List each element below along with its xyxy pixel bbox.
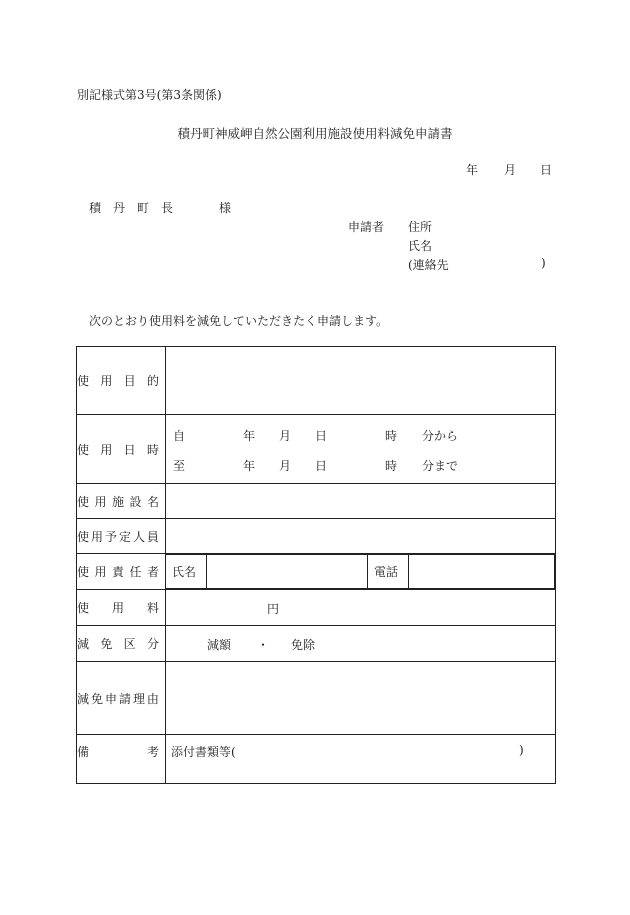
datetime-label bbox=[77, 415, 166, 484]
to-hour: 時 bbox=[385, 459, 398, 473]
to-minute: 分まで bbox=[422, 459, 459, 473]
fee-unit: 円 bbox=[267, 602, 280, 616]
planned-people-label bbox=[77, 519, 166, 554]
facility-field[interactable] bbox=[166, 484, 556, 519]
to-year: 年 bbox=[243, 459, 256, 473]
datetime-field[interactable] bbox=[166, 415, 556, 484]
category-separator: ・ bbox=[257, 638, 270, 652]
remarks-attachments-open: 添付書類等( bbox=[171, 745, 236, 759]
category-label bbox=[77, 626, 166, 662]
responsible-label bbox=[77, 554, 166, 590]
date-day-label: 日 bbox=[540, 163, 553, 177]
applicant-address-label: 住所 bbox=[408, 220, 433, 234]
category-field bbox=[166, 626, 556, 662]
to-day: 日 bbox=[315, 459, 328, 473]
fee-field[interactable] bbox=[166, 590, 556, 626]
reason-row bbox=[77, 662, 556, 735]
datetime-row bbox=[77, 415, 556, 484]
fee-row bbox=[77, 590, 556, 626]
purpose-row bbox=[77, 347, 556, 415]
planned-people-field[interactable] bbox=[166, 519, 556, 554]
responsible-label-text: 使 用 責 任 者 bbox=[77, 565, 159, 579]
date-year-label: 年 bbox=[466, 163, 479, 177]
applicant-name-label: 氏名 bbox=[408, 239, 433, 253]
responsible-name-label: 氏名 bbox=[166, 555, 207, 589]
from-day: 日 bbox=[315, 429, 328, 443]
purpose-field[interactable] bbox=[166, 347, 556, 415]
responsible-name-input[interactable] bbox=[207, 555, 368, 589]
form-id: 別記様式第3号(第3条関係) bbox=[77, 88, 222, 102]
category-label-text: 減 免 区 分 bbox=[77, 637, 159, 651]
remarks-field[interactable] bbox=[166, 735, 556, 784]
application-table bbox=[76, 346, 556, 784]
category-reduction-option[interactable]: 減額 bbox=[207, 638, 232, 652]
fee-label-text: 使 用 料 bbox=[77, 601, 159, 615]
planned-people-row bbox=[77, 519, 556, 554]
applicant-contact-close: ) bbox=[541, 256, 546, 270]
from-month: 月 bbox=[279, 429, 292, 443]
responsible-phone-label: 電話 bbox=[368, 555, 409, 589]
remarks-label bbox=[77, 735, 166, 784]
from-prefix: 自 bbox=[173, 429, 186, 443]
honorific: 様 bbox=[219, 201, 232, 215]
reason-label bbox=[77, 662, 166, 735]
page-title: 積丹町神威岬自然公園利用施設使用料減免申請書 bbox=[177, 126, 453, 141]
category-exemption-option[interactable]: 免除 bbox=[291, 638, 316, 652]
reason-label-text: 減 免 申 請 理 由 bbox=[77, 691, 159, 706]
reason-field[interactable] bbox=[166, 662, 556, 735]
from-year: 年 bbox=[243, 429, 256, 443]
fee-label bbox=[77, 590, 166, 626]
facility-label bbox=[77, 484, 166, 519]
responsible-phone-input[interactable] bbox=[409, 555, 555, 589]
responsible-field bbox=[166, 554, 556, 590]
purpose-label-text: 使 用 目 的 bbox=[77, 374, 159, 388]
remarks-attachments-close: ) bbox=[519, 743, 524, 757]
date-month-label: 月 bbox=[504, 163, 517, 177]
datetime-label-text: 使 用 日 時 bbox=[77, 442, 159, 457]
from-minute: 分から bbox=[422, 429, 459, 443]
facility-row bbox=[77, 484, 556, 519]
to-prefix: 至 bbox=[173, 459, 186, 473]
remarks-label-text: 備 考 bbox=[77, 745, 159, 759]
responsible-inner-table bbox=[166, 554, 555, 589]
applicant-label: 申請者 bbox=[348, 220, 385, 234]
to-month: 月 bbox=[279, 459, 292, 473]
purpose-label bbox=[77, 347, 166, 415]
applicant-contact-label: (連絡先 bbox=[408, 258, 449, 272]
responsible-row bbox=[77, 554, 556, 590]
planned-people-label-text: 使 用 予 定 人 員 bbox=[77, 529, 159, 544]
category-row bbox=[77, 626, 556, 662]
remarks-row bbox=[77, 735, 556, 784]
from-hour: 時 bbox=[385, 429, 398, 443]
addressee: 積丹町長 bbox=[89, 201, 186, 215]
facility-label-text: 使 用 施 設 名 bbox=[77, 494, 159, 509]
intro-text: 次のとおり使用料を減免していただきたく申請します。 bbox=[89, 314, 389, 328]
